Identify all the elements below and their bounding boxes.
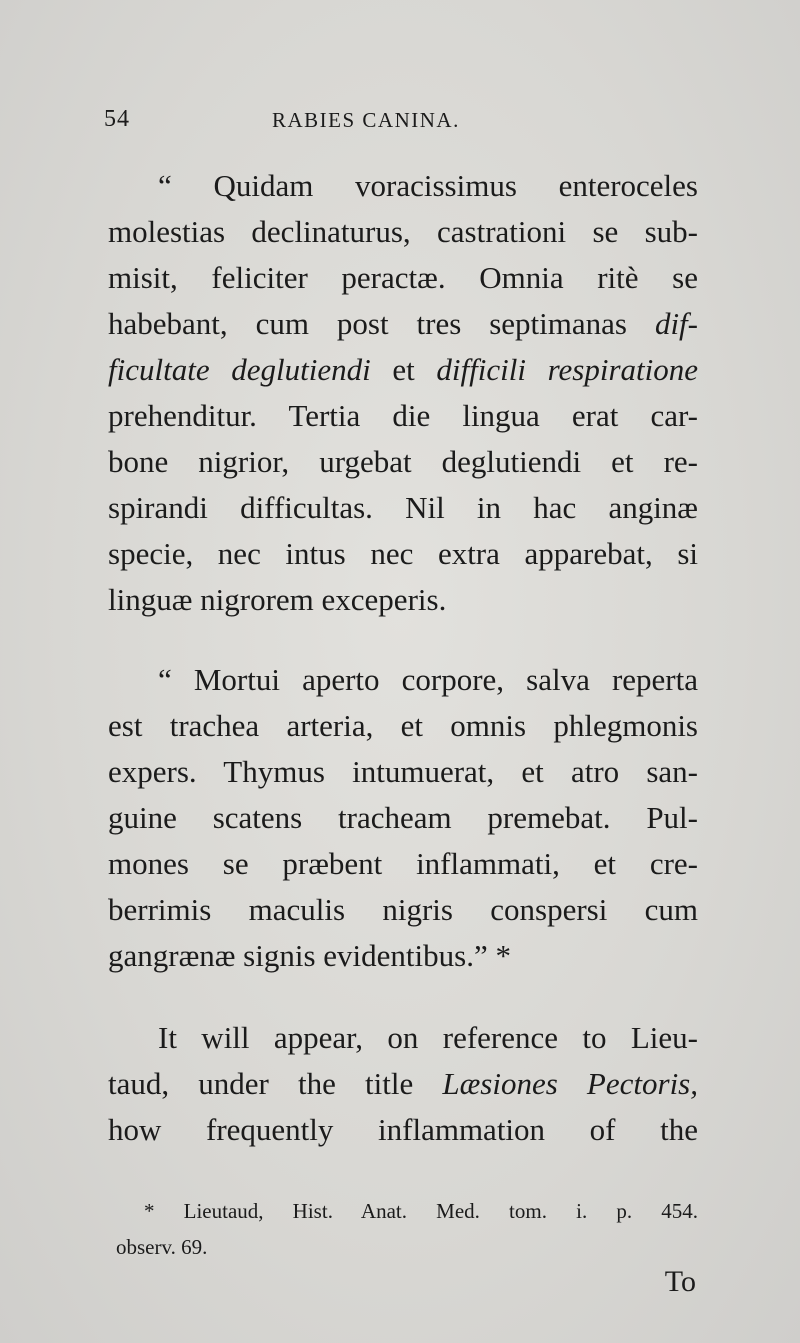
text-line: mones se præbent inflammati, et cre- [108, 846, 698, 881]
paragraph-gap [108, 623, 698, 657]
text-line: how frequently inflammation of the [108, 1112, 698, 1147]
page-header [104, 106, 698, 146]
paragraph-quote-1 [108, 163, 698, 623]
footnote [116, 1193, 698, 1265]
text-line: It will appear, on reference to Lieu- [158, 1020, 698, 1055]
italic-text: ficultate deglutiendi [108, 352, 371, 387]
catchword: To [664, 1265, 696, 1298]
page-number: 54 [104, 106, 130, 132]
text-line: “ Quidam voracissimus enteroceles [158, 168, 698, 203]
footnote-line: * Lieutaud, Hist. Anat. Med. tom. i. p. 454. [144, 1199, 698, 1223]
text-line [108, 301, 698, 347]
text-line: expers. Thymus intumuerat, et atro san- [108, 754, 698, 789]
text-line: molestias declinaturus, castrationi se sub- [108, 214, 698, 249]
italic-text: dif- [654, 306, 698, 341]
italic-text: difficili respiratione [436, 352, 699, 387]
paragraph-quote-2 [108, 657, 698, 979]
text-line [108, 347, 698, 393]
text-line: prehenditur. Tertia die lingua erat car- [108, 398, 698, 433]
paragraph-commentary [108, 1015, 698, 1153]
text-line: guine scatens tracheam premebat. Pul- [108, 800, 698, 835]
italic-title: Læsiones Pectoris, [442, 1066, 698, 1101]
text-segment: taud, under the title [108, 1066, 414, 1101]
text-line: specie, nec intus nec extra apparebat, si [108, 536, 698, 571]
footnote-line: observ. 69. [116, 1235, 208, 1259]
text-line: spirandi difficultas. Nil in hac anginæ [108, 490, 698, 525]
text-line: bone nigrior, urgebat deglutiendi et re- [108, 444, 698, 479]
text-segment: habebant, cum post tres septimanas [108, 306, 627, 341]
text-line: est trachea arteria, et omnis phlegmonis [108, 708, 698, 743]
text-segment: et [370, 352, 437, 387]
paragraph-gap [108, 979, 698, 1015]
text-line: misit, feliciter peractæ. Omnia ritè se [108, 260, 698, 295]
running-head: RABIES CANINA. [272, 108, 460, 132]
text-line [108, 1061, 698, 1107]
body-text [108, 163, 698, 1153]
text-line: berrimis maculis nigris conspersi cum [108, 892, 698, 927]
text-line: gangrænæ signis evidentibus.” * [108, 938, 511, 973]
text-line: “ Mortui aperto corpore, salva reperta [158, 662, 698, 697]
text-line: linguæ nigrorem exceperis. [108, 582, 447, 617]
